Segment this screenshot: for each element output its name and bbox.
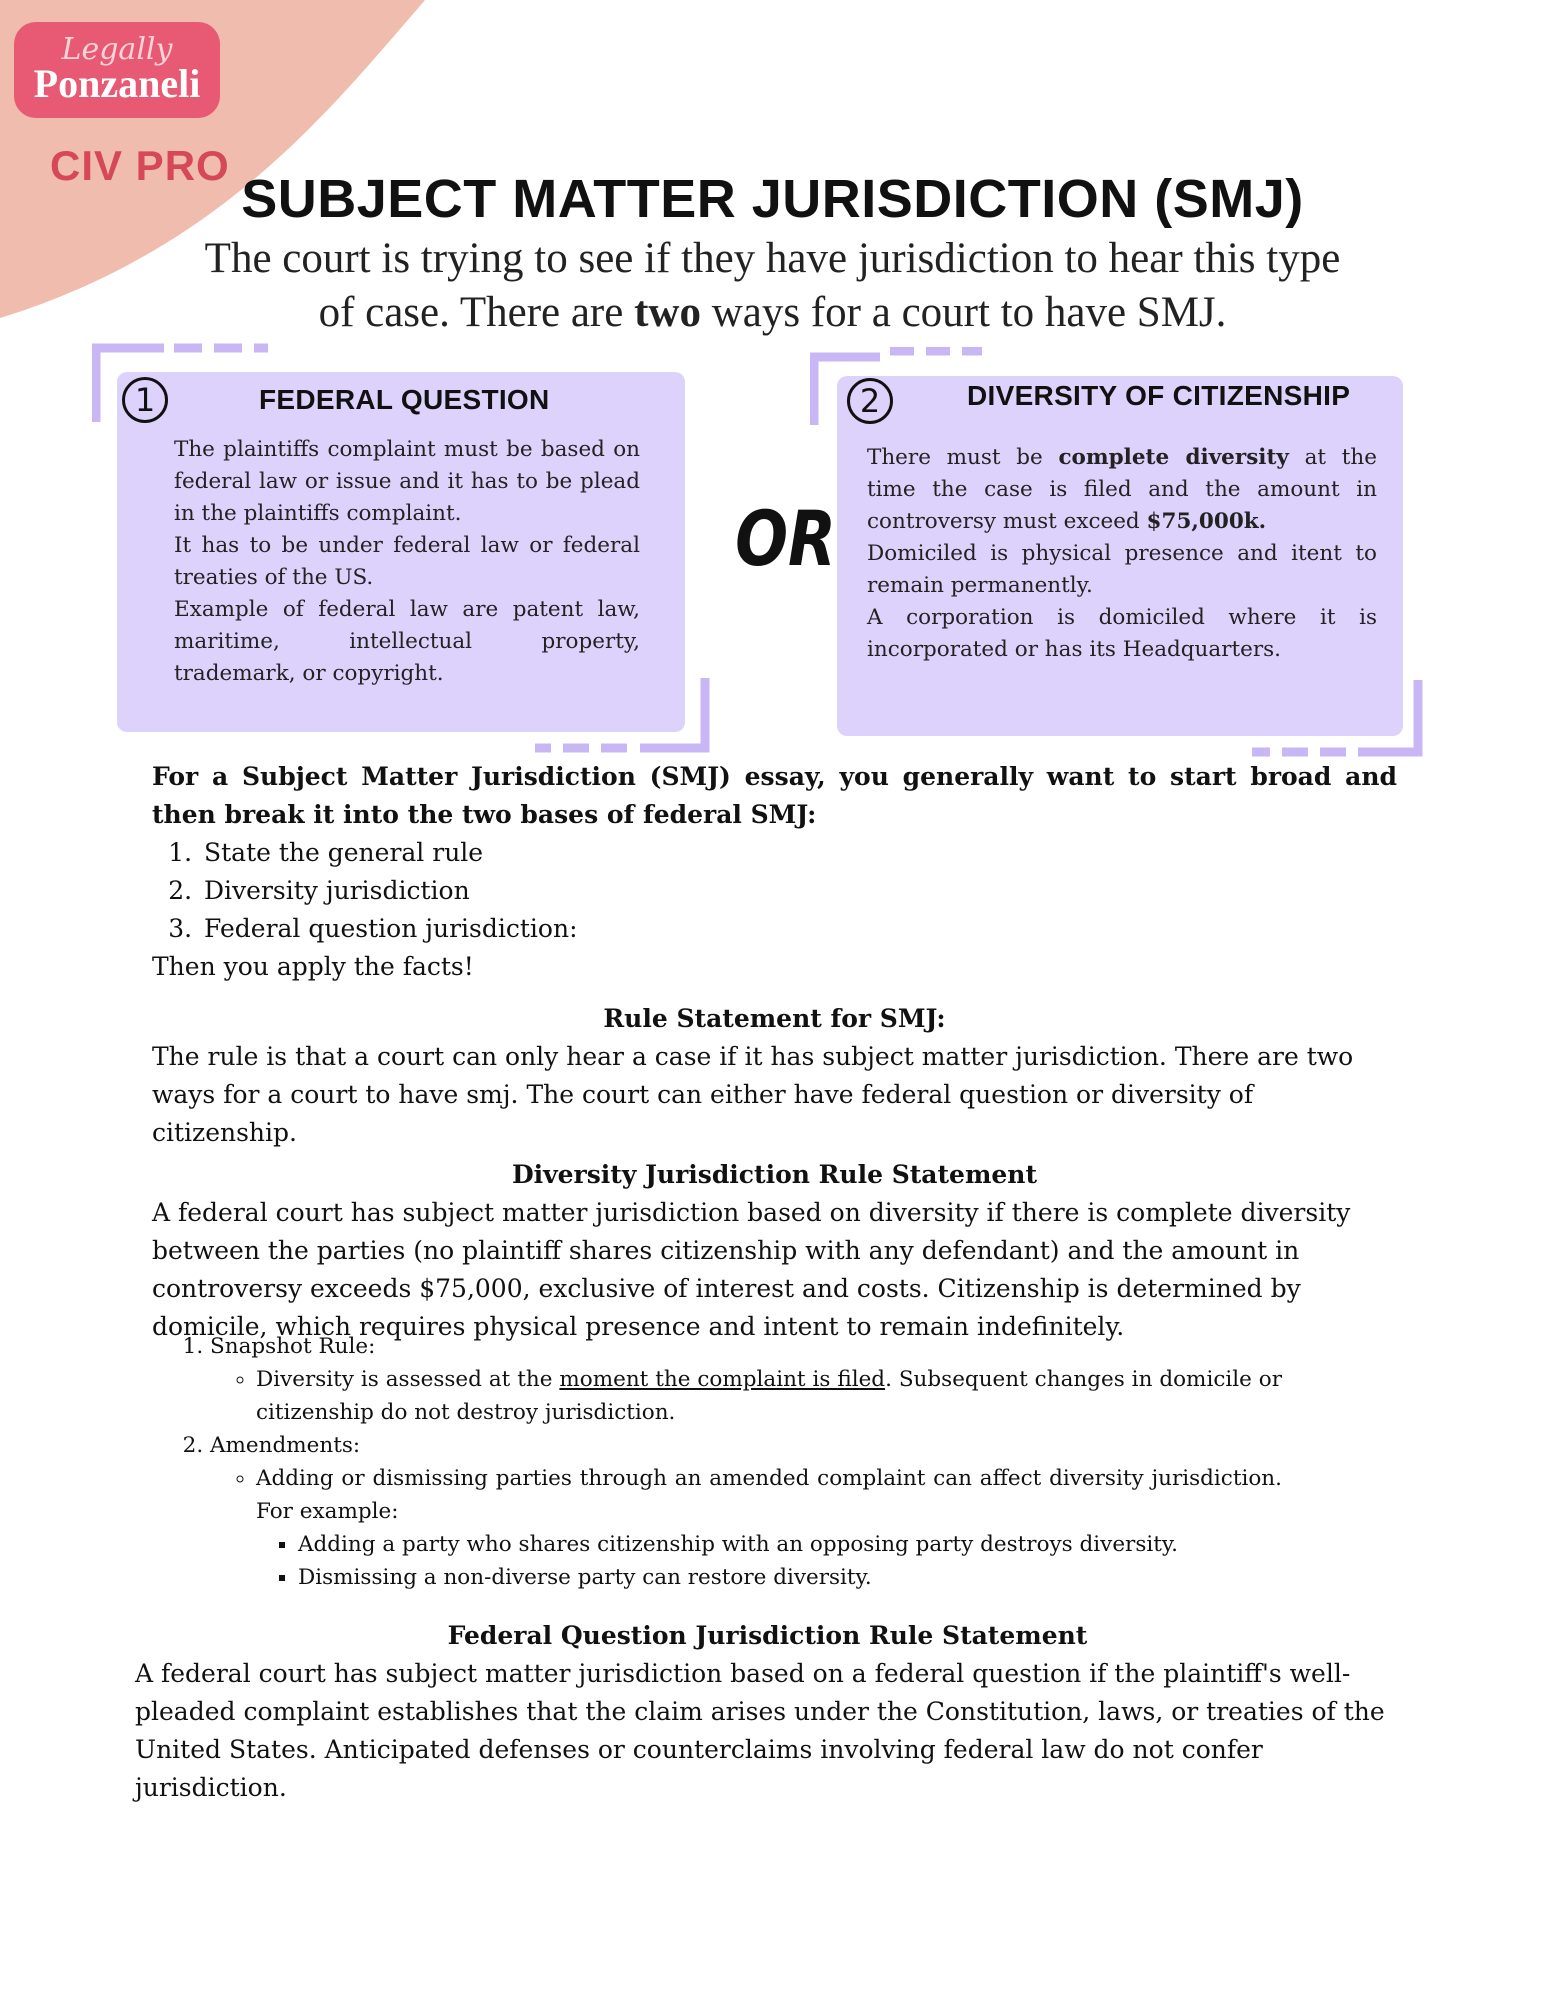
apply-facts: Then you apply the facts!	[152, 952, 474, 981]
diversity-details	[152, 1330, 1282, 1594]
essay-section	[152, 758, 1397, 1346]
box-paragraph: It has to be under federal law or federal treaties of the US.	[174, 533, 640, 590]
number-badge: 1	[122, 377, 168, 423]
brand-logo	[14, 22, 220, 118]
brand-name: Ponzaneli	[33, 61, 201, 106]
list-item: ▪ Dismissing a non-diverse party can restore diversity.	[298, 1561, 1282, 1594]
intro-text: The court is trying to see if they have jurisdiction to hear this type of case. There are two ways for a court to have SMJ.	[204, 235, 1341, 336]
fq-rule-heading: Federal Question Jurisdiction Rule Statement	[447, 1621, 1088, 1650]
box-paragraph: There must be complete diversity at the time the case is filed and the amount in controversy must exceed $75,000k.	[867, 445, 1377, 534]
box-paragraph: The plaintiffs complaint must be based on federal law or issue and it has to be plead in the plaintiffs complaint.	[174, 437, 640, 526]
list-item: 2. Diversity jurisdiction	[200, 872, 1397, 910]
box-paragraph: A corporation is domiciled where it is incorporated or has its Headquarters.	[867, 605, 1377, 662]
federal-question-box	[117, 372, 685, 732]
box-title: DIVERSITY OF CITIZENSHIP	[967, 380, 1351, 411]
box-title: FEDERAL QUESTION	[259, 384, 550, 415]
list-item	[210, 1330, 1282, 1429]
number-badge: 2	[847, 378, 893, 424]
page-title: SUBJECT MATTER JURISDICTION (SMJ)	[241, 169, 1304, 229]
rule-text: The rule is that a court can only hear a case if it has subject matter jurisdiction. There are two ways for a court to have smj. The court can either have federal question or diversity of citizenship.	[152, 1042, 1354, 1147]
list-item	[210, 1429, 1282, 1594]
amendments-label: Amendments:	[210, 1433, 361, 1458]
box-text	[174, 434, 640, 690]
fq-rule-text: A federal court has subject matter jurisdiction based on a federal question if the plaintiff's well-pleaded complaint establishes that the claim arises under the Constitution, laws, or treaties of the United States. Anticipated defenses or counterclaims involving federal law do not confer jurisdiction.	[135, 1659, 1385, 1802]
brand-script: Legally	[61, 32, 173, 67]
rule-heading: Rule Statement for SMJ:	[603, 1004, 946, 1033]
list-item: ◦ Adding or dismissing parties through an amended complaint can affect diversity jurisdiction. For example: ▪ Adding a party who shares citizenship with an opposing party destroys diversity. ▪ Dismissing a non-diverse party can restore diversity.	[256, 1462, 1282, 1594]
diversity-rules-list	[152, 1330, 1282, 1594]
snapshot-label: Snapshot Rule:	[210, 1334, 376, 1359]
box-paragraph: Domiciled is physical presence and itent to remain permanently.	[867, 541, 1377, 598]
federal-question-section	[135, 1617, 1400, 1807]
box-text	[867, 442, 1377, 666]
essay-lead: For a Subject Matter Jurisdiction (SMJ) essay, you generally want to start broad and then break it into the two bases of federal SMJ:	[152, 762, 1397, 829]
subject-label: CIV PRO	[50, 142, 230, 189]
list-item: ▪ Adding a party who shares citizenship with an opposing party destroys diversity.	[298, 1528, 1282, 1561]
box-paragraph: Example of federal law are patent law, maritime, intellectual property, trademark, or copyright.	[174, 597, 640, 686]
essay-steps	[152, 834, 1397, 948]
list-item: 3. Federal question jurisdiction:	[200, 910, 1397, 948]
diversity-rule-heading: Diversity Jurisdiction Rule Statement	[511, 1160, 1038, 1189]
list-item: 1. State the general rule	[200, 834, 1397, 872]
diversity-rule-text: A federal court has subject matter jurisdiction based on diversity if there is complete diversity between the parties (no plaintiff shares citizenship with any defendant) and the amount in controversy exceeds $75,000, exclusive of interest and costs. Citizenship is determined by domicile, which requires physical presence and intent to remain indefinitely.	[152, 1198, 1351, 1341]
diversity-box	[837, 376, 1403, 736]
or-label: OR	[735, 494, 837, 583]
list-item: ◦ Diversity is assessed at the moment the complaint is filed. Subsequent changes in domicile or citizenship do not destroy jurisdiction.	[256, 1363, 1282, 1429]
